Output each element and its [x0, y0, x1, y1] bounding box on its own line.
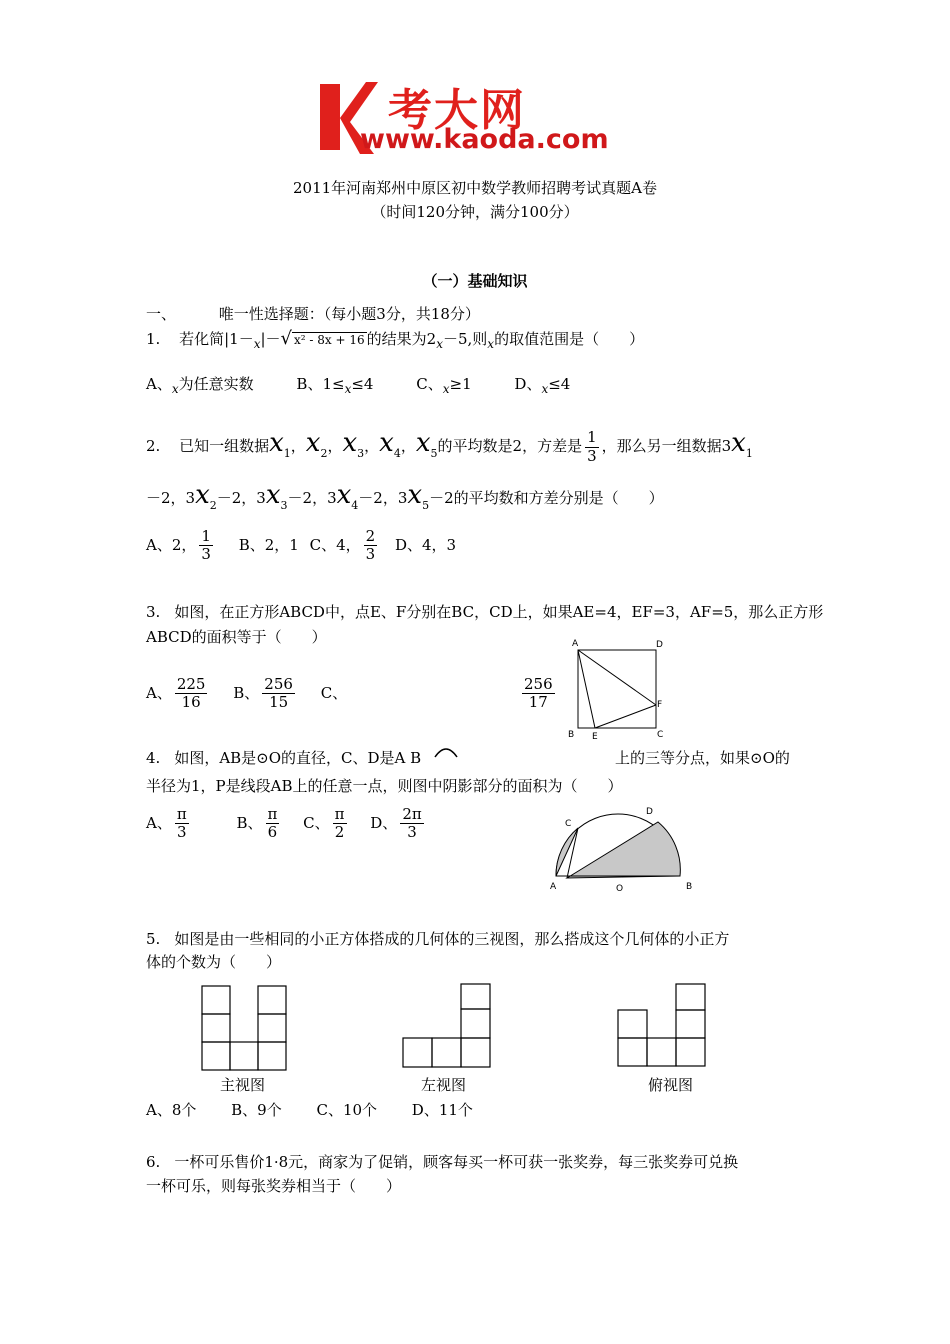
q1-option-b: B、$1\le_x\le 4$ [296, 375, 374, 396]
fig-label-a: A [572, 639, 579, 649]
q1-post1: 的结果为2 [366, 330, 437, 348]
q2-x1: x [269, 428, 284, 458]
fig-label-o: O [616, 884, 624, 894]
logo-cn-text: 考大网 [388, 85, 526, 136]
q2-option-a: A、2， [146, 535, 197, 554]
q2-options: A、2， $\frac{1}{3}$ B、2，1 C、4， $\frac{2}{3}$ D、4，3 [146, 527, 457, 564]
q4-option-c: C、 [303, 813, 330, 832]
q6-number: 6. [146, 1153, 161, 1171]
part-number: 一、 [146, 305, 177, 323]
q4-option-d: D、 [370, 813, 398, 832]
q2-option-d: D、4，3 [394, 535, 457, 554]
q1-var: x [253, 337, 261, 351]
q4-options: A、 $\frac{\pi}{3}$ B、 $\frac{\pi}{6}$ C、 $\frac{\pi}{2}$ D、 $\frac{2\pi}{3}$ [146, 805, 422, 842]
fig-label-c: C [657, 730, 664, 740]
q3-option-b: B、 [233, 683, 260, 702]
fig-label-b: B [568, 730, 575, 740]
q1-option-c: C、$_x$≥1 [416, 375, 472, 396]
front-view-caption: 主视图 [220, 1076, 266, 1094]
question-1 [146, 328, 644, 351]
arc-symbol [433, 745, 459, 759]
page-title: 2011年河南郑州中原区初中数学教师招聘考试真题A卷 [292, 179, 657, 197]
logo [316, 78, 646, 160]
question-3-line2: ABCD的面积等于（ ） [146, 628, 327, 646]
q3-square-figure [566, 636, 686, 746]
q1-sqrt-expr: x² - 8x + 16 [294, 333, 365, 347]
section-heading: （一）基础知识 [422, 272, 528, 290]
question-3-line1 [146, 601, 823, 622]
q3-number: 3. [146, 603, 161, 621]
q2-option-c: C、4， [309, 535, 361, 554]
q4-option-a: A、 [146, 813, 172, 832]
q3-option-a: A、 [146, 683, 172, 702]
fig-label-b: B [686, 882, 693, 892]
fig-label-e: E [592, 732, 598, 742]
q2-x5: x [415, 428, 431, 458]
q1-option-a: A、$_x$为任意实数 [146, 375, 254, 396]
q1-option-d: D、$_x$≤4 [514, 375, 571, 396]
q1-pre: 若化简|1－ [179, 330, 254, 348]
q5-number: 5. [146, 930, 161, 948]
q2-x4: x [379, 428, 394, 458]
q2-text: 已知一组数据 [179, 437, 270, 455]
q4-text-a: 如图，AB是⊙O的直径，C、D是 [174, 749, 395, 767]
q3-options: A、 $\frac{225}{16}$ B、 $\frac{256}{15}$ C、 [146, 675, 348, 712]
fig-label-a: A [550, 882, 557, 892]
question-2-line2: －2，$3x_2-2$，$3x_3-2$，$3x_4-2$，$3x_5-2$的平均数和方差分别是（ ） [146, 480, 664, 512]
q2-number: 2. [146, 437, 161, 455]
q5-options: A、8个 B、9个 C、10个 D、11个 [146, 1101, 473, 1119]
q4-option-b: B、 [236, 813, 263, 832]
part-title: 唯一性选择题：（每小题3分，共18分） [218, 305, 480, 323]
front-view-figure [198, 982, 298, 1072]
q2-text-b: 的平均数是2，方差是 [437, 437, 583, 455]
fig-label-c: C [565, 819, 572, 829]
q4-semicircle-figure [542, 800, 702, 900]
q1-number: 1. [146, 330, 161, 348]
fig-label-f: F [657, 700, 663, 710]
q2-x3: x [342, 428, 358, 458]
q3-text: 如图，在正方形ABCD中，点E、F分别在BC，CD上，如果AE=4，EF=3，AF=5，那么正方形 [174, 603, 824, 621]
q5-text: 如图是由一些相同的小正方体搭成的几何体的三视图，那么搭成这个几何体的小正方 [174, 930, 730, 948]
q1-options [146, 373, 570, 396]
q2-option-b: B、2，1 [238, 535, 299, 554]
q1-mid: |－ [260, 330, 281, 348]
q3-option-c: C、 [320, 683, 348, 702]
top-view-figure [614, 982, 714, 1072]
left-view-caption: 左视图 [421, 1076, 467, 1094]
fig-label-d: D [646, 807, 653, 817]
left-view-figure [399, 982, 499, 1072]
logo-url-text: www.kaoda.com [360, 124, 609, 155]
question-2-line1: 2. 已知一组数据$x_1$，$x_2$，$x_3$，$x_4$，$x_5$的平均数是2，方差是 $\frac{1}{3}$ ，那么另一组数据$3x_1$ [146, 428, 753, 465]
q1-post3: 的取值范围是（ ） [494, 330, 645, 348]
fig-label-d: D [656, 640, 663, 650]
sqrt-sign: √ [280, 328, 293, 349]
question-6-line1 [146, 1151, 738, 1172]
q1-var: x [436, 337, 443, 351]
q1-post2: －5,则 [442, 330, 488, 348]
q1-var: x [487, 337, 495, 351]
top-view-caption: 俯视图 [648, 1076, 694, 1094]
page-subtitle: （时间120分钟，满分100分） [371, 203, 579, 221]
question-5-line2: 体的个数为（ ） [146, 953, 282, 971]
question-5-line1 [146, 928, 729, 949]
q4-arc-label: A B [394, 749, 422, 767]
q2-text-c: ，那么另一组数据3 [601, 437, 732, 455]
part-heading [146, 303, 480, 324]
question-4-line1-end: 上的三等分点，如果⊙O的 [615, 749, 790, 767]
question-4-line2: 半径为1，P是线段AB上的任意一点，则图中阴影部分的面积为（ ） [146, 777, 623, 795]
q6-text: 一杯可乐售价1·8元，商家为了促销，顾客每买一杯可获一张奖券，每三张奖券可兑换 [174, 1153, 739, 1171]
question-6-line2: 一杯可乐，则每张奖券相当于（ ） [146, 1177, 402, 1195]
q4-number: 4. [146, 749, 161, 767]
question-4-line1 [146, 747, 421, 768]
q2-variance-fraction: $\frac{1}{3}$ [587, 428, 597, 465]
q2-x2: x [305, 428, 321, 458]
q3-option-c-value: $\frac{256}{17}$ [524, 675, 553, 712]
